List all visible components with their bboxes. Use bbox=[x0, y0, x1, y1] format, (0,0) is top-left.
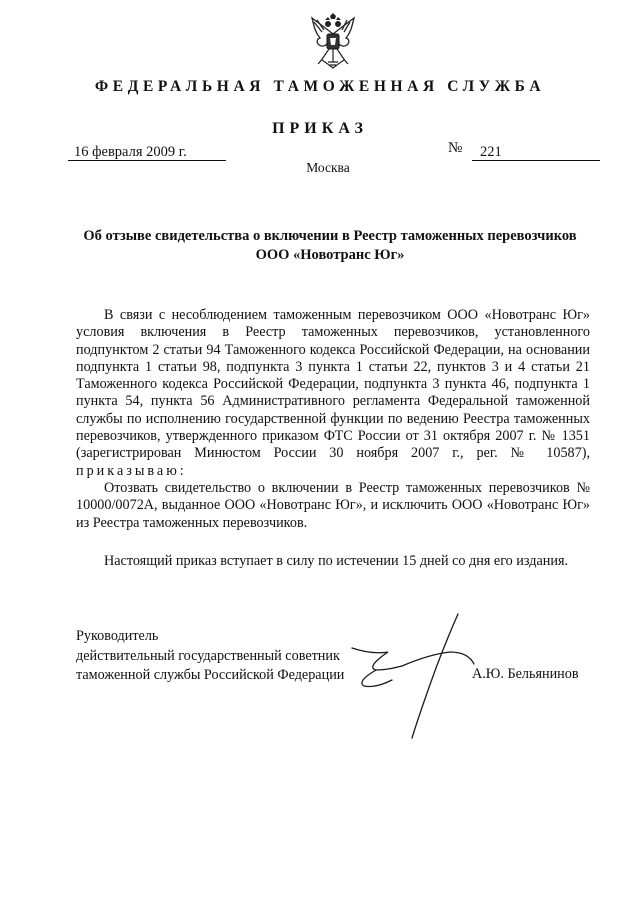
issue-city: Москва bbox=[306, 160, 350, 175]
body-paragraph-2: Отозвать свидетельство о включении в Реестр таможенных перевозчиков № 10000/0072А, выданное ООО «Новотранс Юг», и исключить ООО «Новотранс Юг» из Реестра таможенных перевозчиков. bbox=[76, 479, 590, 531]
handwritten-signature bbox=[346, 612, 486, 742]
document-subject bbox=[60, 227, 600, 265]
document-body bbox=[76, 307, 590, 570]
order-date: 16 февраля 2009 г. bbox=[68, 144, 226, 161]
coat-of-arms-emblem bbox=[308, 12, 358, 70]
position-line-2: действительный государственный советник bbox=[76, 647, 340, 664]
document-type: ПРИКАЗ bbox=[272, 120, 368, 137]
body-paragraph-1 bbox=[76, 307, 590, 480]
order-number: 221 bbox=[472, 144, 600, 161]
body-paragraph-1-text: В связи с несоблюдением таможенным перевозчиком ООО «Новотранс Юг» условия включения в Реестр таможенных перевозчиков, установленного подпунктом 2 статьи 94 Таможенного кодекса Российской Федерации, на основании подпункта 1 статьи 98, подпункта 3 пункта 1 статьи 22, пунктов 3 и 4 статьи 21 Таможенного кодекса Российской Федерации, подпункта 3 пункта 46, подпункта 1 пункта 54, пункта 56 Административного регламента Федеральной таможенной службы по исполнению государственной функции по ведению Реестра таможенных перевозчиков, утвержденного приказом ФТС России от 31 октября 2007 г. № 1351 (зарегистрирован Минюстом России 30 ноября 2007 г., рег. № 10587), bbox=[76, 307, 590, 462]
signatory-name: А.Ю. Бельянинов bbox=[472, 666, 579, 682]
agency-name: ФЕДЕРАЛЬНАЯ ТАМОЖЕННАЯ СЛУЖБА bbox=[94, 78, 546, 95]
position-line-3: таможенной службы Российской Федерации bbox=[76, 667, 345, 683]
number-sign: № bbox=[448, 140, 463, 156]
body-paragraph-3: Настоящий приказ вступает в силу по истечении 15 дней со дня его издания. bbox=[104, 552, 569, 569]
order-word: приказываю: bbox=[76, 462, 187, 479]
subject-line-1: Об отзыве свидетельства о включении в Реестр таможенных перевозчиков bbox=[83, 228, 577, 244]
signatory-position bbox=[76, 627, 344, 686]
subject-line-2: ООО «Новотранс Юг» bbox=[255, 247, 405, 263]
position-line-1: Руководитель bbox=[76, 628, 159, 644]
